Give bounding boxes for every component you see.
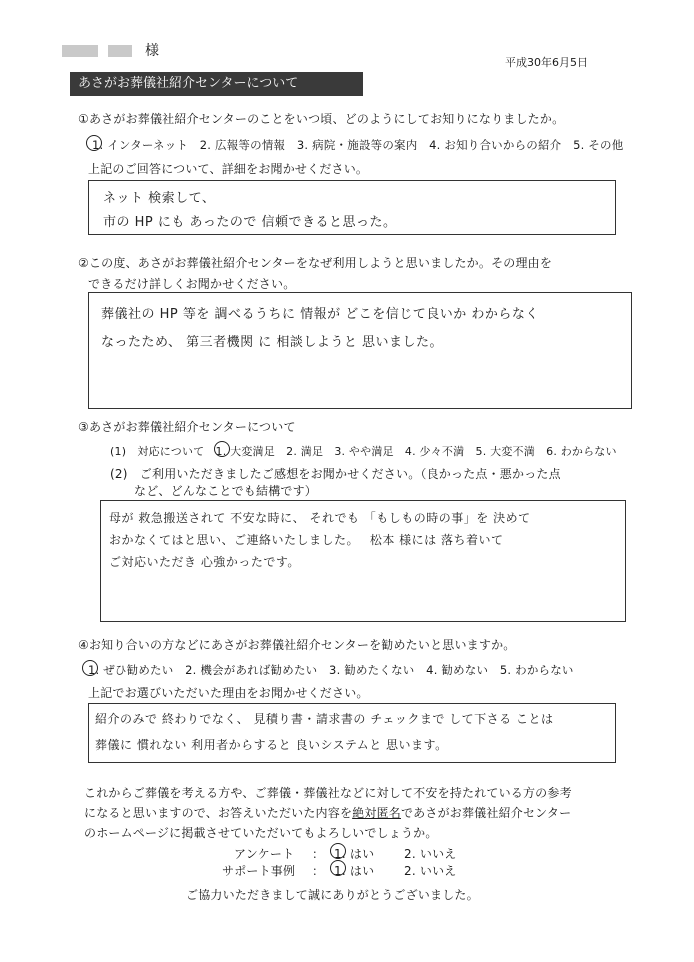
q2-question-line-2: できるだけ詳しくお聞かせください。 bbox=[88, 277, 296, 291]
q1-answer-line-2: 市の HP にも あったので 信頼できると思った。 bbox=[103, 215, 397, 230]
consent-row-case-no: 2. いいえ bbox=[404, 864, 457, 878]
q2-question-line-1: ②この度、あさがお葬儀社紹介センターをなぜ利用しようと思いましたか。その理由を bbox=[78, 256, 553, 270]
q1-question: ①あさがお葬儀社紹介センターのことをいつ頃、どのようにしてお知りになりましたか。 bbox=[78, 112, 565, 126]
redacted-name-1 bbox=[62, 45, 98, 57]
q3-answer-box bbox=[100, 500, 626, 622]
q4-answer-box bbox=[88, 703, 616, 763]
q3-sub1: (1) 対応について 1. 大変満足 2. 満足 3. やや満足 4. 少々不満 5. 大変不満 6. わからない bbox=[110, 445, 617, 458]
q3-sub2-line-1: (2) ご利用いただきましたご感想をお聞かせください。（良かった点・悪かった点 bbox=[110, 467, 561, 481]
q2-answer-line-2: なったため、 第三者機関 に 相談しようと 思いました。 bbox=[101, 335, 444, 350]
q2-answer-line-1: 葬儀社の HP 等を 調べるうちに 情報が どこを信じて良いか わからなく bbox=[101, 307, 539, 322]
q1-answer-box bbox=[88, 180, 616, 235]
page-title: あさがお葬儀社紹介センターについて bbox=[70, 72, 363, 96]
q4-answer-line-2: 葬儀に 慣れない 利用者からすると 良いシステムと 思います。 bbox=[95, 738, 448, 752]
consent-anonymous-emphasis: 絶対匿名 bbox=[352, 806, 401, 820]
q3-answer-line-2: おかなくてはと思い、ご連絡いたしました。 松本 様には 落ち着いて bbox=[109, 533, 504, 547]
q3-answer-line-3: ご対応いただき 心強かったです。 bbox=[109, 555, 300, 569]
q1-detail-prompt: 上記のご回答について、詳細をお聞かせください。 bbox=[88, 162, 369, 176]
consent-line-2-post: であさがお葬儀社紹介センター bbox=[400, 806, 572, 820]
q3-answer-line-1: 母が 救急搬送されて 不安な時に、 それでも 「もしもの時の事」を 決めて bbox=[109, 511, 531, 525]
consent-row-survey-no: 2. いいえ bbox=[404, 847, 457, 861]
consent-row-case-yes: 1. はい bbox=[334, 864, 375, 878]
consent-line-1: これからご葬儀を考える方や、ご葬儀・葬儀社などに対して不安を持たれている方の参考 bbox=[84, 786, 572, 800]
q4-question: ④お知り合いの方などにあさがお葬儀社紹介センターを勧めたいと思いますか。 bbox=[78, 638, 516, 652]
honorific: 様 bbox=[145, 43, 159, 59]
q3-sub2-line-2: など、どんなことでも結構です） bbox=[134, 484, 318, 498]
q1-answer-line-1: ネット 検索して、 bbox=[103, 191, 216, 206]
consent-line-2-pre: になると思いますので、お答えいただいた内容を bbox=[84, 806, 353, 820]
redacted-name-2 bbox=[108, 45, 132, 57]
consent-line-3: のホームページに掲載させていただいてもよろしいでしょうか。 bbox=[84, 826, 438, 840]
footer-thanks: ご協力いただきまして誠にありがとうございました。 bbox=[186, 888, 479, 902]
q2-answer-box bbox=[88, 292, 632, 409]
q3-question: ③あさがお葬儀社紹介センターについて bbox=[78, 420, 296, 434]
q4-options: 1. ぜひ勧めたい 2. 機会があれば勧めたい 3. 勧めたくない 4. 勧めない 5. わからない bbox=[88, 663, 574, 677]
survey-date: 平成30年6月5日 bbox=[505, 56, 588, 69]
consent-row-survey-yes: 1. はい bbox=[334, 847, 375, 861]
q1-options: 1. インターネット 2. 広報等の情報 3. 病院・施設等の案内 4. お知り合いからの紹介 5. その他 bbox=[92, 138, 624, 152]
consent-row-survey-colon: ： bbox=[312, 847, 325, 861]
q4-answer-line-1: 紹介のみで 終わりでなく、 見積り書・請求書の チェックまで して下さる ことは bbox=[95, 712, 554, 726]
consent-row-survey-label: アンケート bbox=[234, 847, 295, 861]
consent-line-2 bbox=[84, 804, 571, 821]
consent-row-case-colon: ： bbox=[312, 864, 325, 878]
consent-row-case-label: サポート事例 bbox=[222, 864, 296, 878]
q4-detail-prompt: 上記でお選びいただいた理由をお聞かせください。 bbox=[88, 686, 369, 700]
